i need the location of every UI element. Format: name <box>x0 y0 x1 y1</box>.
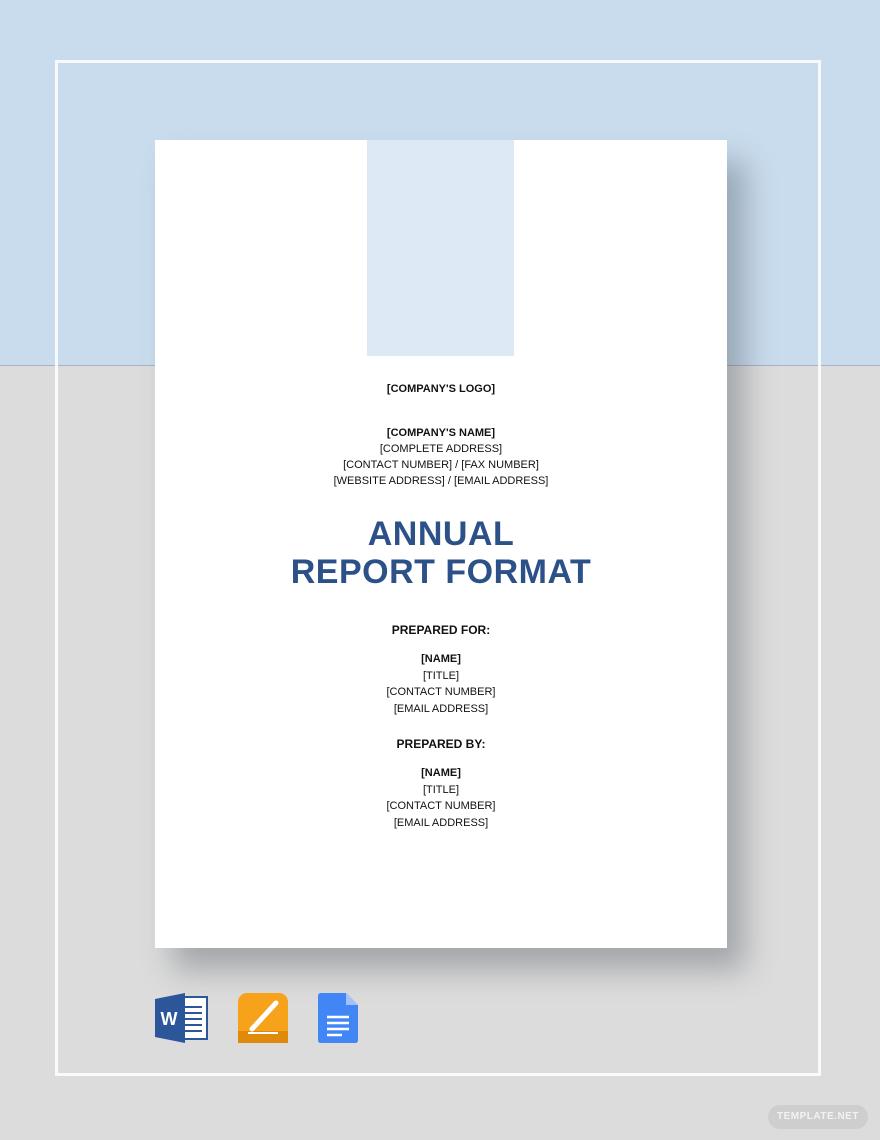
prepared-by-heading: PREPARED BY: <box>396 737 486 751</box>
prepared-by-name: [NAME] <box>421 767 461 779</box>
title-line-2: REPORT FORMAT <box>290 553 592 591</box>
company-logo-label: [COMPANY'S LOGO] <box>386 383 496 395</box>
prepared-for-contact: [CONTACT NUMBER] <box>386 686 496 698</box>
microsoft-word-icon[interactable] <box>155 993 209 1043</box>
prepared-for-heading: PREPARED FOR: <box>391 623 491 637</box>
company-address: [COMPLETE ADDRESS] <box>379 443 503 455</box>
document-page <box>155 140 727 948</box>
document-title <box>155 515 727 591</box>
prepared-for-email: [EMAIL ADDRESS] <box>393 702 489 715</box>
prepared-for-details <box>155 651 727 717</box>
prepared-by-details <box>155 765 727 831</box>
company-website-email: [WEBSITE ADDRESS] / [EMAIL ADDRESS] <box>333 475 549 487</box>
prepared-for-title: [TITLE] <box>422 669 460 682</box>
prepared-by-email: [EMAIL ADDRESS] <box>393 816 489 829</box>
company-name: [COMPANY'S NAME] <box>386 427 496 439</box>
google-docs-icon[interactable] <box>318 993 358 1043</box>
prepared-for-name: [NAME] <box>421 653 461 665</box>
apple-pages-icon[interactable] <box>238 993 288 1043</box>
prepared-by-title: [TITLE] <box>422 783 460 796</box>
prepared-by-contact: [CONTACT NUMBER] <box>386 800 496 812</box>
svg-text:W: W <box>160 1009 178 1029</box>
watermark-badge: TEMPLATE.NET <box>768 1105 868 1129</box>
company-info <box>155 425 727 489</box>
title-line-1: ANNUAL <box>367 515 515 553</box>
company-contact-fax: [CONTACT NUMBER] / [FAX NUMBER] <box>343 459 539 471</box>
logo-placeholder <box>367 140 514 356</box>
